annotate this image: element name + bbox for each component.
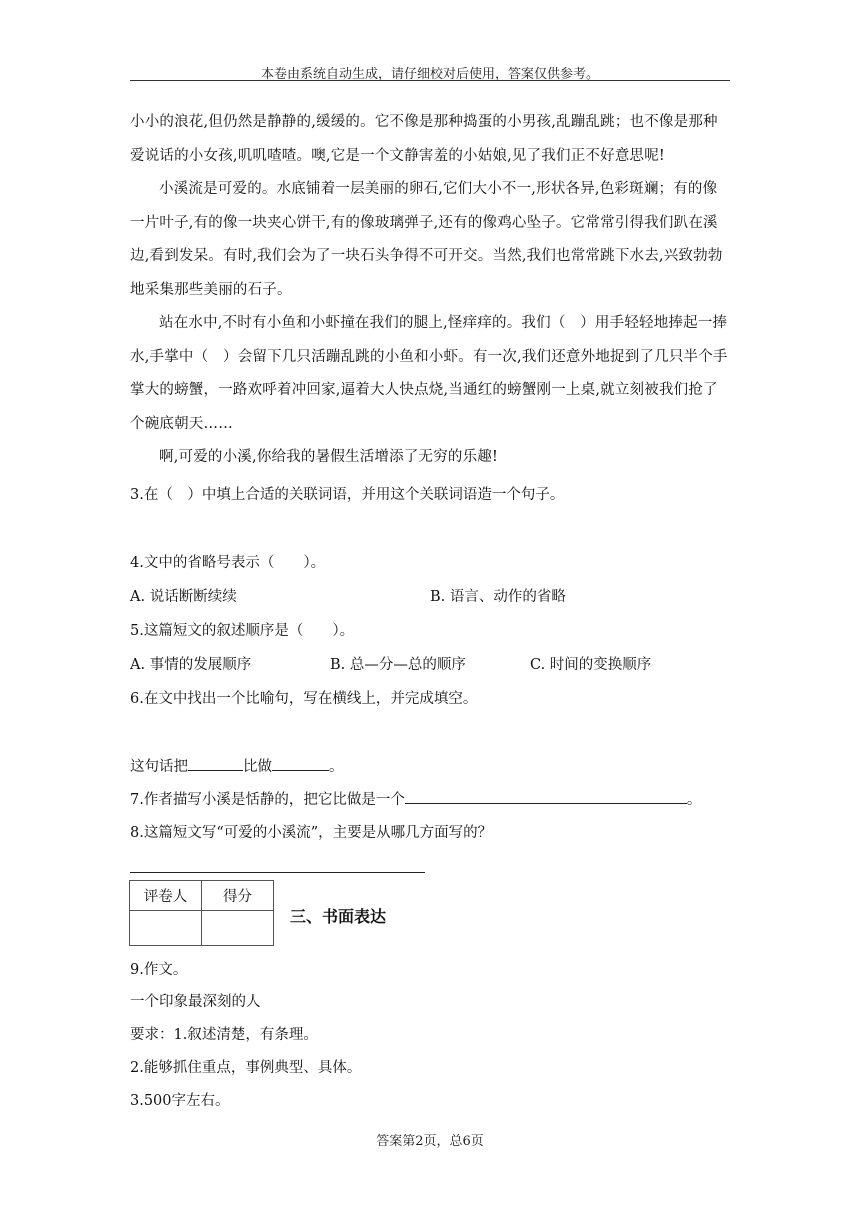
page-footer: 答案第2页，总6页	[376, 1134, 484, 1149]
reading-passage	[130, 106, 730, 475]
q7-end: 。	[686, 792, 702, 808]
question-9-stem: 9.作文。	[130, 962, 188, 978]
question-5-option-b[interactable]: B. 总—分—总的顺序	[330, 657, 466, 673]
reviewer-header: 评卷人	[130, 881, 202, 911]
q6-blank-1[interactable]	[188, 756, 243, 771]
question-7	[130, 788, 701, 809]
question-5-option-a[interactable]: A. 事情的发展顺序	[130, 657, 252, 673]
q6-blank-2[interactable]	[272, 756, 329, 771]
question-5-option-c[interactable]: C. 时间的变换顺序	[530, 657, 652, 673]
q7-prefix: 7.作者描写小溪是恬静的，把它比做是一个	[130, 792, 405, 808]
question-4-option-b[interactable]: B. 语言、动作的省略	[430, 589, 566, 605]
q6-fill-mid: 比做	[243, 759, 272, 775]
score-header: 得分	[202, 881, 274, 911]
essay-topic: 一个印象最深刻的人	[130, 994, 261, 1010]
passage-paragraph-3: 站在水中,不时有小鱼和小虾撞在我们的腿上,怪痒痒的。我们（ ）用手轻轻地捧起一捧水,手掌中（ ）会留下几只活蹦乱跳的小鱼和小虾。有一次,我们还意外地捉到了几只半个手掌大的螃蟹，一路欢呼着冲回家,逼着大人快点烧,当通红的螃蟹刚一上桌,就立刻被我们抢了个碗底朝天……	[130, 315, 728, 432]
passage-paragraph-2: 小溪流是可爱的。水底铺着一层美丽的卵石,它们大小不一,形状各异,色彩斑斓；有的像一片叶子,有的像一块夹心饼干,有的像玻璃弹子,还有的像鸡心坠子。它常常引得我们趴在溪边,看到发呆。有时,我们会为了一块石头争得不可开交。当然,我们也常常跳下水去,兴致勃勃地采集那些美丽的石子。	[130, 181, 723, 298]
question-4-option-a[interactable]: A. 说话断断续续	[130, 589, 237, 605]
essay-requirement-3: 3.500字左右。	[130, 1093, 230, 1109]
q6-fill-prefix: 这句话把	[130, 759, 188, 775]
essay-requirement-1: 要求：1.叙述清楚，有条理。	[130, 1027, 318, 1043]
q7-blank[interactable]	[405, 789, 687, 804]
passage-paragraph-1: 小小的浪花,但仍然是静静的,缓缓的。它不像是那种捣蛋的小男孩,乱蹦乱跳；也不像是那种爱说话的小女孩,叽叽喳喳。噢,它是一个文静害羞的小姑娘,见了我们正不好意思呢!	[130, 114, 718, 164]
question-4-stem: 4.文中的省略号表示（ ）。	[130, 555, 326, 571]
q8-answer-line[interactable]	[130, 872, 425, 873]
question-3: 3.在（ ）中填上合适的关联词语，并用这个关联词语造一个句子。	[130, 487, 565, 503]
passage-paragraph-4: 啊,可爱的小溪,你给我的暑假生活增添了无穷的乐趣!	[159, 449, 499, 465]
question-6-stem: 6.在文中找出一个比喻句，写在横线上，并完成填空。	[130, 691, 478, 707]
reviewer-cell[interactable]	[130, 911, 202, 946]
score-cell[interactable]	[202, 911, 274, 946]
page-header: 本卷由系统自动生成，请仔细校对后使用，答案仅供参考。	[260, 67, 599, 82]
score-table	[129, 880, 274, 946]
essay-requirement-2: 2.能够抓住重点，事例典型、具体。	[130, 1060, 362, 1076]
q6-fill-end: 。	[329, 759, 344, 775]
question-8: 8.这篇短文写“可爱的小溪流”，主要是从哪几方面写的？	[130, 825, 493, 841]
section-title-writing: 三、书面表达	[290, 907, 387, 926]
header-divider	[130, 80, 730, 81]
question-5-stem: 5.这篇短文的叙述顺序是（ ）。	[130, 623, 355, 639]
question-6-fill	[130, 755, 344, 776]
